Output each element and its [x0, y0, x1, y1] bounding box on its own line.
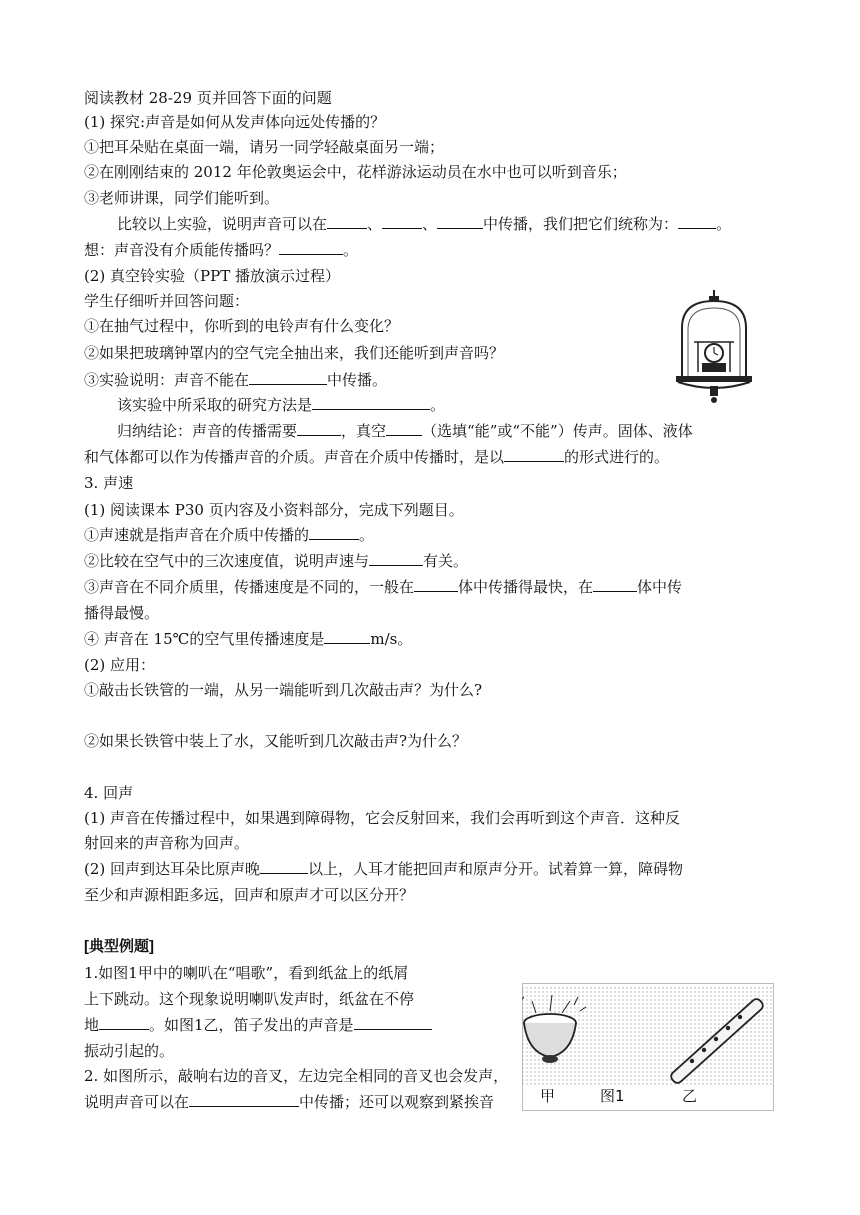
figure-label-jia: 甲: [540, 1087, 556, 1105]
exp-2: ②在刚刚结束的 2012 年伦敦奥运会中，花样游泳运动员在水中也可以听到音乐；: [84, 163, 627, 181]
sec3-q1: (1) 阅读课本 P30 页内容及小资料部分，完成下列题目。: [84, 501, 464, 519]
speed-15c: ④ 声音在 15℃的空气里传播速度是 m/s。: [84, 630, 413, 648]
blank[interactable]: [309, 526, 359, 540]
compare-line: 比较以上实验，说明声音可以在 、 、 中传播，我们把它们统称为： 。: [117, 215, 732, 233]
blank[interactable]: [327, 215, 367, 229]
blank[interactable]: [593, 578, 637, 592]
listen-line: 学生仔细听并回答问题：: [84, 292, 250, 310]
vacuum-bell-figure: [672, 286, 756, 406]
ex1-line1: 1.如图1甲中的喇叭在“唱歌”，看到纸盆上的纸屑: [84, 964, 409, 982]
ex2-line2: 说明声音可以在 中传播；还可以观察到紧挨音: [84, 1093, 495, 1111]
conclusion-line-2: 和气体都可以作为传播声音的介质。声音在介质中传播时，是以 的形式进行的。: [84, 448, 670, 466]
blank[interactable]: [678, 215, 716, 229]
instruction: 阅读教材 28-29 页并回答下面的问题: [84, 89, 332, 107]
echo-2: (2) 回声到达耳朵比原声晚 以上，人耳才能把回声和原声分开。试着算一算，障碍物: [84, 860, 684, 878]
section3-title: 3. 声速: [84, 474, 134, 492]
q1-heading: (1) 探究:声音是如何从发声体向远处传播的？: [84, 113, 386, 131]
blank[interactable]: [414, 578, 458, 592]
method-line: 该实验中所采取的研究方法是 。: [117, 396, 446, 414]
blank[interactable]: [260, 860, 308, 874]
application-heading: (2) 应用：: [84, 656, 156, 674]
blank[interactable]: [297, 422, 341, 436]
blank[interactable]: [312, 396, 430, 410]
ex1-line4: 振动引起的。: [84, 1042, 175, 1060]
figure-label-yi: 乙: [682, 1087, 698, 1105]
echo-1b: 射回来的声音称为回声。: [84, 834, 250, 852]
blank[interactable]: [504, 448, 564, 462]
ex2-line1: 2. 如图所示，敲响右边的音叉，左边完全相同的音叉也会发声，: [84, 1067, 509, 1085]
blank[interactable]: [324, 630, 370, 644]
blank[interactable]: [354, 1016, 432, 1030]
section4-title: 4. 回声: [84, 784, 134, 802]
apply-q1: ①敲击长铁管的一端，从另一端能听到几次敲击声？为什么?: [84, 681, 483, 699]
speed-compare: ②比较在空气中的三次速度值，说明声速与 有关。: [84, 552, 469, 570]
ex1-line2: 上下跳动。这个现象说明喇叭发声时，纸盆在不停: [84, 990, 415, 1008]
blank[interactable]: [99, 1016, 149, 1030]
apply-q2: ②如果长铁管中装上了水，又能听到几次敲击声?为什么？: [84, 732, 468, 750]
figure-1: [522, 983, 774, 1111]
blank[interactable]: [437, 215, 483, 229]
ex1-line3: 地 。如图1乙，笛子发出的声音是: [84, 1015, 432, 1035]
q2-heading: (2) 真空铃实验（PPT 播放演示过程）: [84, 267, 340, 285]
speed-media-2: 播得最慢。: [84, 604, 160, 622]
blank[interactable]: [249, 371, 327, 385]
figure-1-drawing: [522, 983, 774, 1111]
blank[interactable]: [189, 1093, 299, 1107]
blank[interactable]: [279, 241, 343, 255]
think-line: 想：声音没有介质能传播吗？ 。: [84, 241, 359, 259]
figure-label-title: 图1: [600, 1087, 625, 1105]
conclusion-line: 归纳结论：声音的传播需要 ，真空 （选填“能”或“不能”）传声。固体、液体: [117, 422, 693, 440]
bell-q1: ①在抽气过程中，你听到的电铃声有什么变化？: [84, 317, 400, 335]
exp-1: ①把耳朵贴在桌面一端，请另一同学轻敲桌面另一端；: [84, 138, 445, 156]
echo-1: (1) 声音在传播过程中，如果遇到障碍物，它会反射回来，我们会再听到这个声音．这种反: [84, 809, 681, 827]
exp-3: ③老师讲课，同学们能听到。: [84, 189, 280, 207]
blank[interactable]: [382, 215, 422, 229]
examples-heading: [典型例题]: [84, 938, 154, 955]
speed-media: ③声音在不同介质里，传播速度是不同的，一般在 体中传播得最快，在 体中传: [84, 578, 683, 596]
blank[interactable]: [386, 422, 422, 436]
bell-q3: ③实验说明：声音不能在 中传播。: [84, 371, 388, 389]
bell-q2: ②如果把玻璃钟罩内的空气完全抽出来，我们还能听到声音吗？: [84, 344, 505, 362]
speed-def: ①声速就是指声音在介质中传播的 。: [84, 526, 375, 544]
echo-2b: 至少和声源相距多远，回声和原声才可以区分开？: [84, 886, 415, 904]
blank[interactable]: [369, 552, 423, 566]
